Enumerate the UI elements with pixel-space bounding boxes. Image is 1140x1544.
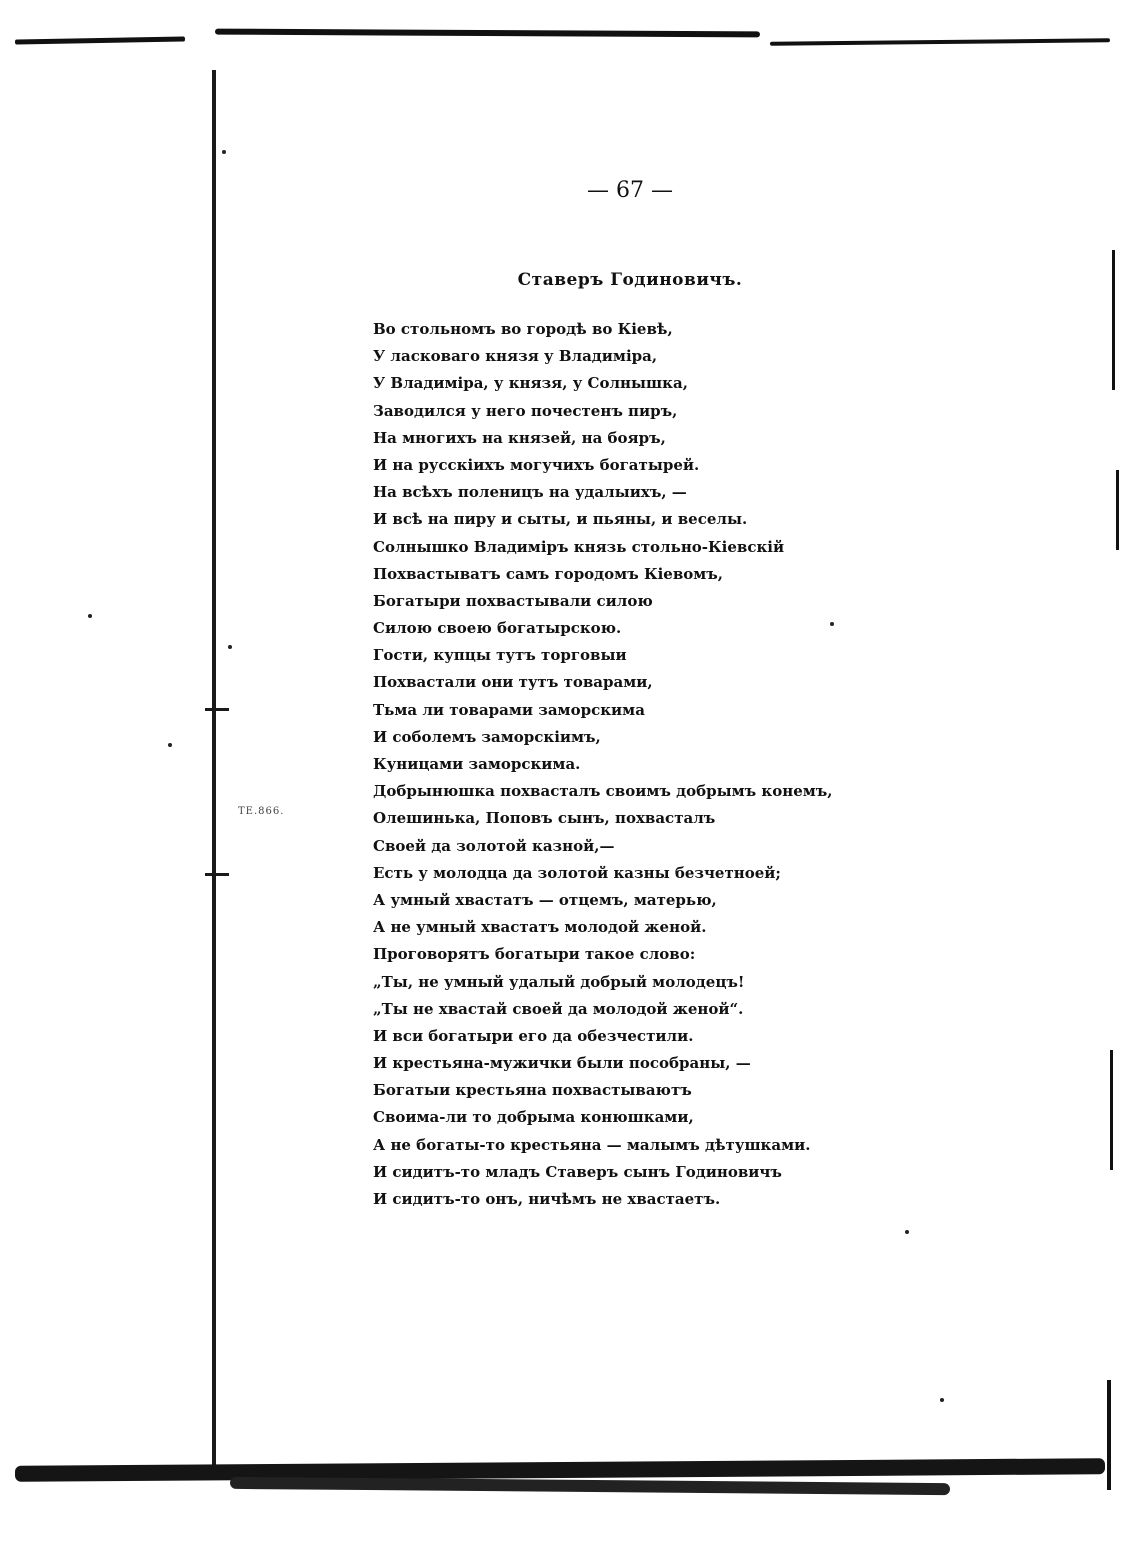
scan-edge-top-left — [15, 37, 185, 45]
verse-line: Богатыи крестьяна похвастываютъ — [373, 1081, 692, 1100]
verse-line: Гости, купцы тутъ торговыи — [373, 646, 627, 665]
verse-line: И всѣ на пиру и сыты, и пьяны, и веселы. — [373, 510, 748, 529]
verse-line: „Ты, не умный удалый добрый молодецъ! — [373, 972, 745, 991]
scan-speck — [222, 150, 226, 154]
marginal-text-fragment: ТЕ.866. — [238, 806, 285, 817]
verse-line: Тьма ли товарами заморскима — [373, 700, 645, 719]
verse-line: Заводился у него почестенъ пиръ, — [373, 401, 678, 420]
scan-speck — [905, 1230, 909, 1234]
verse-line: И вси богатыри его да обезчестили. — [373, 1026, 694, 1045]
verse-line: Силою своею богатырскою. — [373, 619, 622, 638]
spine-tick-mark — [205, 873, 229, 876]
poem-body — [373, 316, 893, 1213]
scan-edge-bottom — [230, 1477, 950, 1495]
spine-tick-mark — [205, 708, 229, 711]
verse-line: Богатыри похвастывали силою — [373, 591, 653, 610]
verse-line: Солнышко Владиміръ князь стольно-Кіевскій — [373, 537, 785, 556]
scan-edge-top-middle — [215, 29, 760, 38]
scan-edge-right — [1107, 1380, 1111, 1490]
verse-line: Добрынюшка похвасталъ своимъ добрымъ конемъ, — [373, 782, 833, 801]
verse-line: У Владиміра, у князя, у Солнышка, — [373, 374, 688, 393]
binding-spine-line — [212, 70, 216, 1475]
verse-line: Похвастыватъ самъ городомъ Кіевомъ, — [373, 564, 724, 583]
verse-line: Своима-ли то добрыма конюшками, — [373, 1108, 694, 1127]
scan-speck — [940, 1398, 944, 1402]
scan-edge-bottom — [15, 1458, 1105, 1482]
verse-line: На всѣхъ поленицъ на удалыихъ, — — [373, 483, 687, 502]
verse-line: И на русскіихъ могучихъ богатырей. — [373, 455, 700, 474]
verse-line: У ласковаго князя у Владиміра, — [373, 347, 658, 366]
scan-edge-right — [1110, 1050, 1113, 1170]
scan-edge-right — [1112, 250, 1115, 390]
verse-line: А умный хвастатъ — отцемъ, матерью, — [373, 890, 717, 909]
verse-line: „Ты не хвастай своей да молодой женой“. — [373, 999, 744, 1018]
scan-edge-top-right — [770, 38, 1110, 46]
verse-line: Олешинька, Поповъ сынъ, похвасталъ — [373, 809, 716, 828]
verse-line: Проговорятъ богатыри такое слово: — [373, 945, 696, 964]
verse-line: На многихъ на князей, на бояръ, — [373, 428, 666, 447]
verse-line: А не богаты-то крестьяна — малымъ дѣтушками. — [373, 1135, 811, 1154]
page-number: — 67 — — [587, 178, 673, 203]
scan-speck — [168, 743, 172, 747]
verse-line: И сидитъ-то онъ, ничѣмъ не хвастаетъ. — [373, 1190, 721, 1208]
scan-speck — [228, 645, 232, 649]
poem-title: Ставеръ Годиновичъ. — [517, 270, 743, 290]
verse-line: Есть у молодца да золотой казны безчетноей; — [373, 863, 781, 882]
verse-line: А не умный хвастатъ молодой женой. — [373, 918, 707, 937]
verse-line: Своей да золотой казной,— — [373, 836, 615, 855]
scan-edge-right — [1116, 470, 1119, 550]
scan-speck — [88, 614, 92, 618]
verse-line: Куницами заморскима. — [373, 755, 581, 773]
verse-line: Во стольномъ во городѣ во Кіевѣ, — [373, 320, 673, 338]
verse-line: Похвастали они тутъ товарами, — [373, 673, 653, 692]
verse-line: И соболемъ заморскіимъ, — [373, 727, 601, 746]
verse-line: И крестьяна-мужички были пособраны, — — [373, 1054, 751, 1073]
verse-line: И сидитъ-то младъ Ставеръ сынъ Годиновичъ — [373, 1162, 782, 1181]
